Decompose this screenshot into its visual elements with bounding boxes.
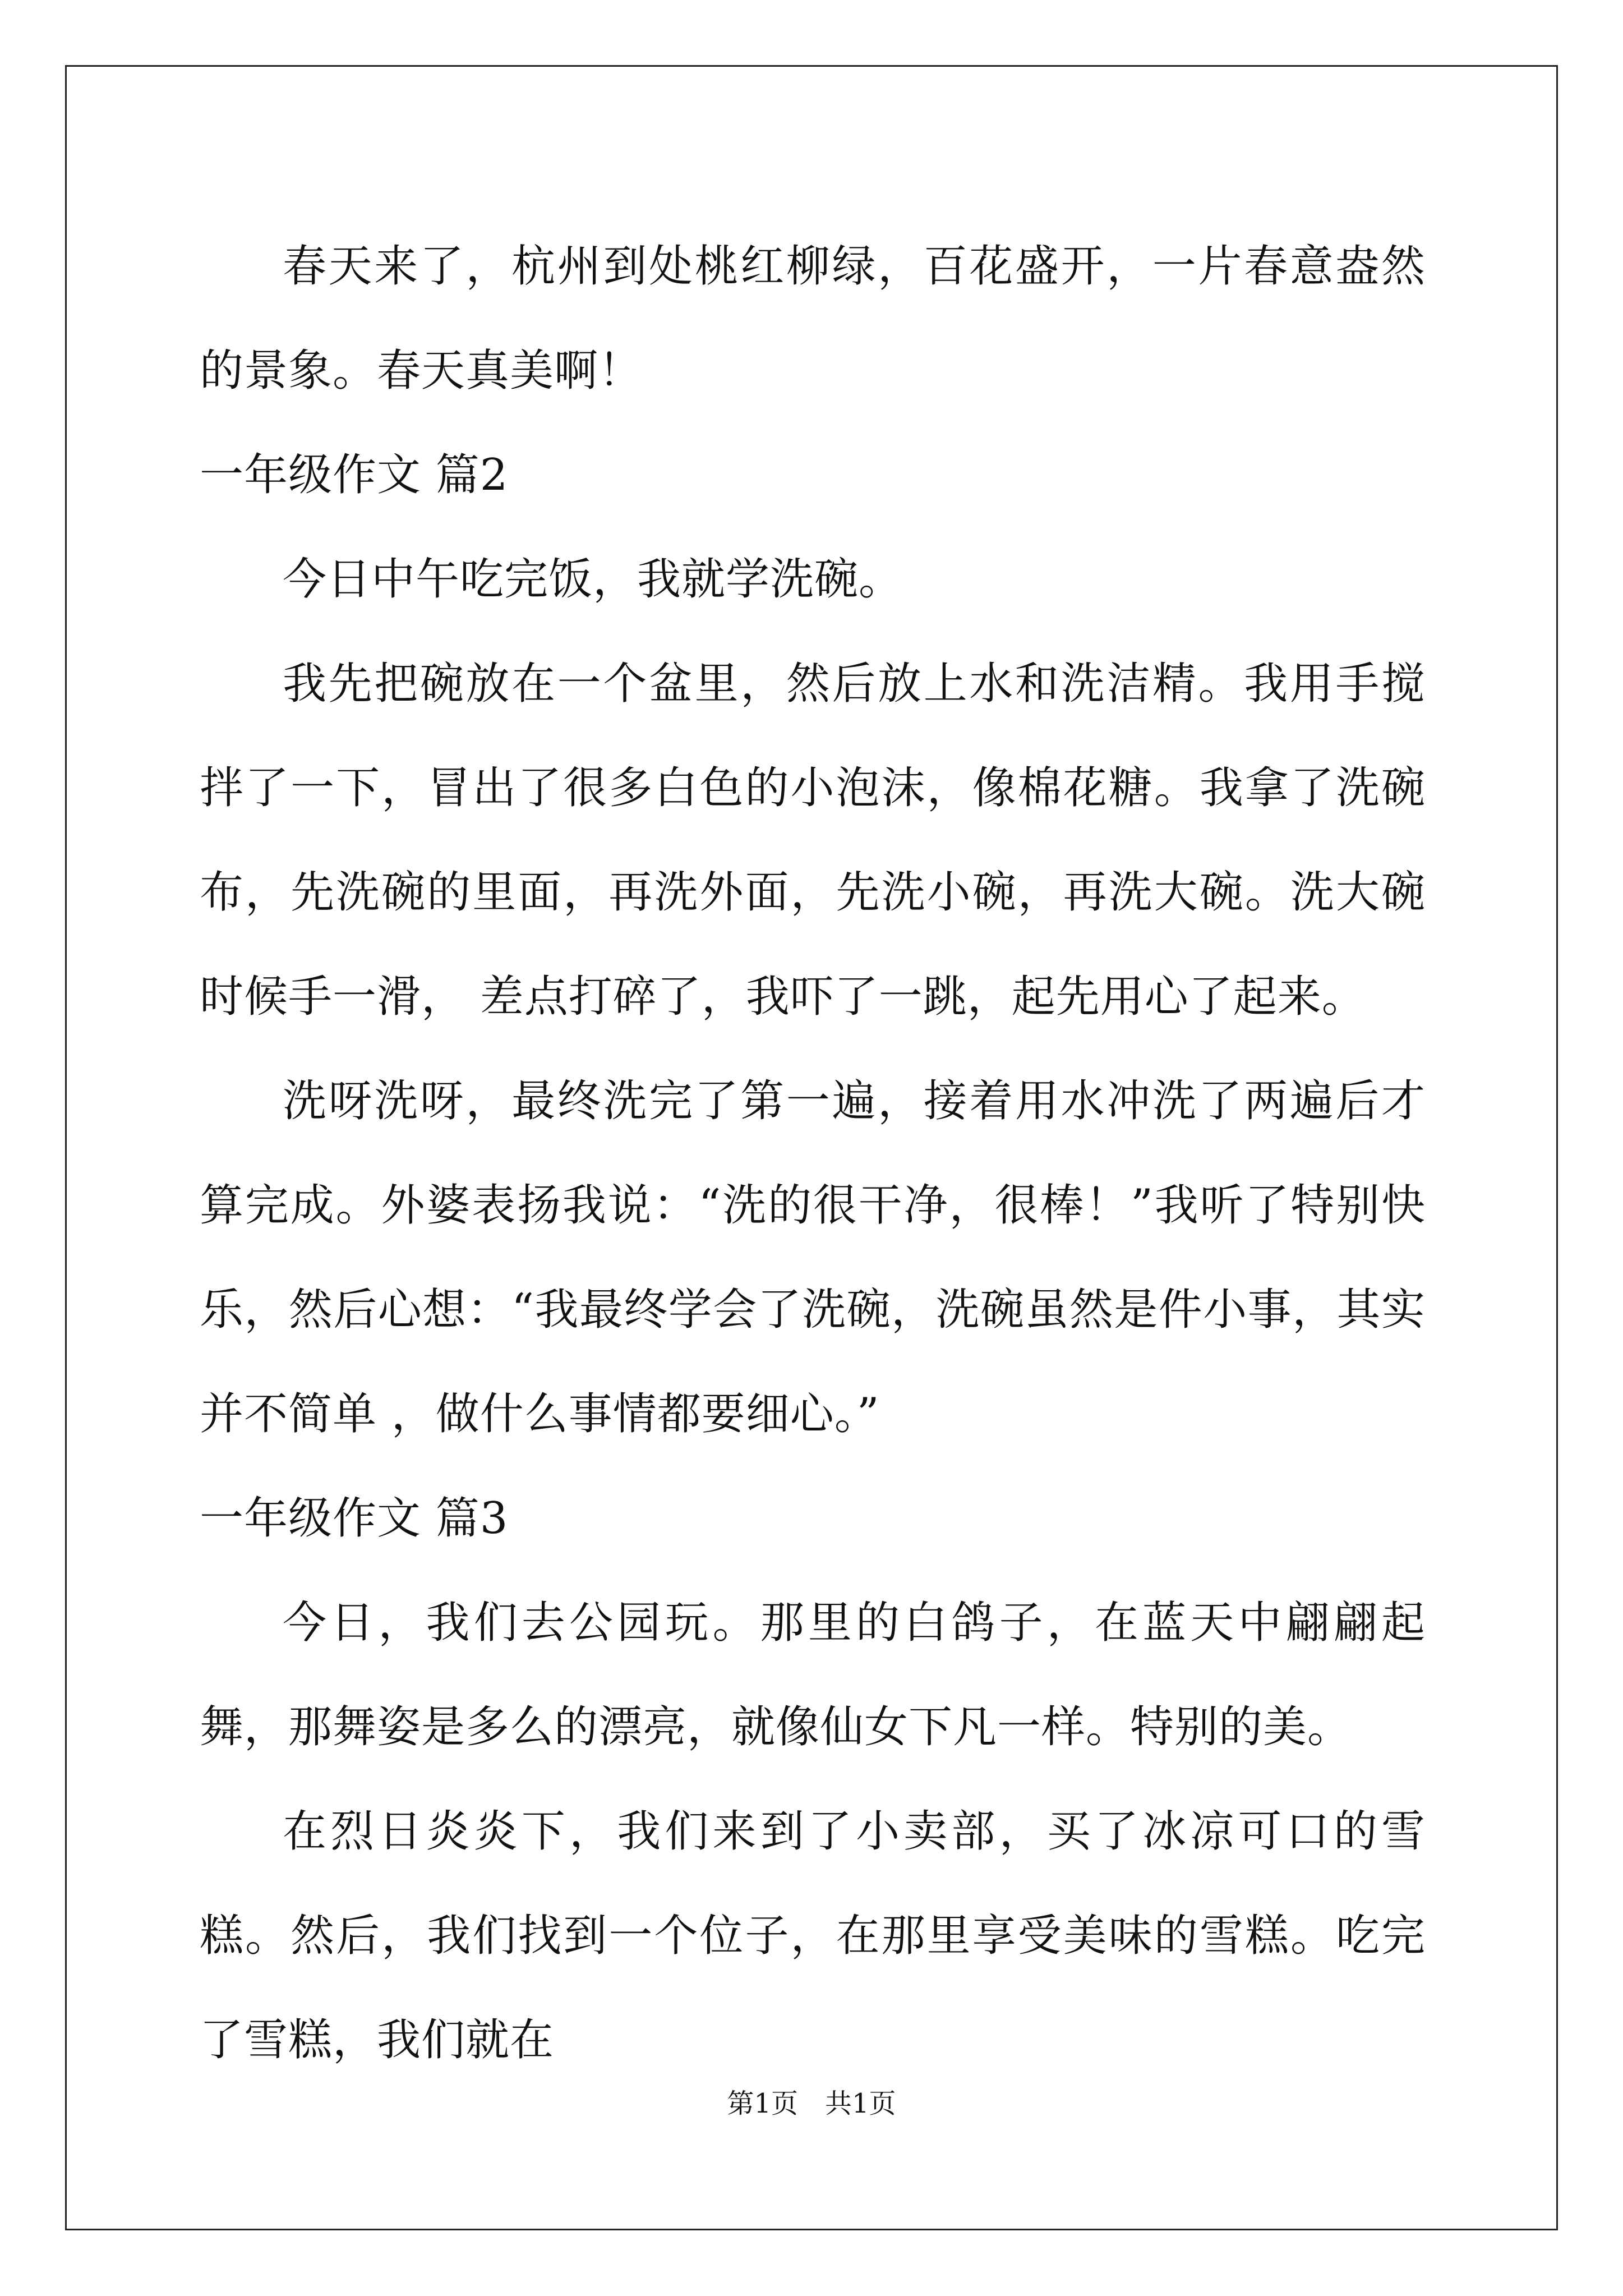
heading-essay-3: 一年级作文 篇3 <box>200 1493 509 1544</box>
page-number-footer: 第1页 共1页 <box>727 2088 896 2119</box>
paragraph-park: 今日，我们去公园玩。那里的白鸽子，在蓝天中翩翩起舞，那舞姿是多么的漂亮，就像仙女下凡一样。特别的美。 <box>200 1598 1426 1752</box>
paragraph-spring: 春天来了，杭州到处桃红柳绿，百花盛开，一片春意盎然的景象。春天真美啊！ <box>200 241 1426 396</box>
heading-essay-2: 一年级作文 篇2 <box>200 450 509 500</box>
document-body <box>200 214 1426 2092</box>
paragraph-lunch: 今日中午吃完饭，我就学洗碗。 <box>283 554 903 605</box>
paragraph-praise: 洗呀洗呀，最终洗完了第一遍，接着用水冲洗了两遍后才算完成。外婆表扬我说：“洗的很干净，很棒！”我听了特别快乐，然后心想：“我最终学会了洗碗，洗碗虽然是件小事，其实并不简单 ，做什么事情都要细心。” <box>200 1076 1426 1439</box>
paragraph-washing: 我先把碗放在一个盆里，然后放上水和洗洁精。我用手搅拌了一下，冒出了很多白色的小泡沫，像棉花糖。我拿了洗碗布，先洗碗的里面，再洗外面，先洗小碗，再洗大碗。洗大碗时候手一滑， 差点打碎了，我吓了一跳，起先用心了起来。 <box>200 659 1426 1022</box>
paragraph-icecream: 在烈日炎炎下，我们来到了小卖部，买了冰凉可口的雪糕。然后，我们找到一个位子，在那里享受美味的雪糕。吃完了雪糕，我们就在 <box>200 1806 1426 2065</box>
